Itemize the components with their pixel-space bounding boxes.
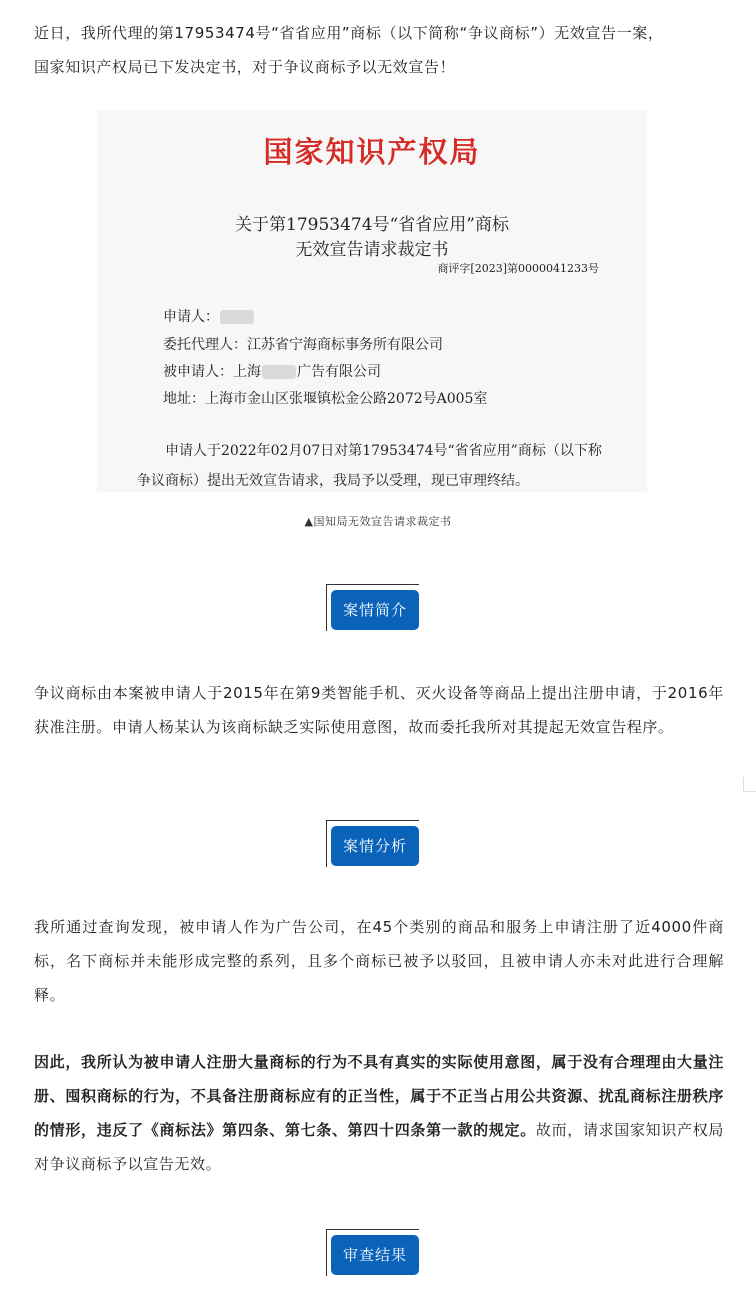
image-caption: ▲国知局无效宣告请求裁定书 [304, 515, 452, 528]
document-address: 地址：上海市金山区张堰镇松金公路2072号A005室 [163, 391, 488, 407]
paragraph-analysis-2 [34, 1045, 724, 1181]
respondent-prefix: 被申请人：上海 [163, 364, 261, 380]
section-label: 案情简介 [331, 590, 419, 630]
document-respondent [163, 361, 381, 381]
paragraph-conclusion-normal: 故而，请求国家知识产权局对争议商标予以宣告无效。 [34, 1121, 725, 1173]
document-org: 国家知识产权局 [263, 135, 481, 169]
paragraph-analysis-1: 我所通过查询发现，被申请人作为广告公司，在45个类别的商品和服务上申请注册了近4000件商标，名下商标并未能形成完整的系列，且多个商标已被予以驳回，且被申请人亦未对此进行合理解释。 [34, 918, 724, 1004]
ruling-document-image [97, 110, 647, 492]
paragraph-conclusion-bold: 因此，我所认为被申请人注册大量商标的行为不具有真实的实际使用意图，属于没有合理理由大量注册、囤积商标的行为，不具备注册商标应有的正当性，属于不正当占用公共资源、扰乱商标注册秩序的情形，违反了《商标法》第四条、第七条、第四十四条第一款的规定。 [34, 1053, 724, 1139]
document-ref-no: 商评字[2023]第0000041233号 [437, 262, 599, 275]
intro-line-1: 近日，我所代理的第17953474号“省省应用”商标（以下简称“争议商标”）无效宣告一案， [34, 24, 664, 42]
document-body: 申请人于2022年02月07日对第17953474号“省省应用”商标（以下称争议商标）提出无效宣告请求，我局予以受理，现已审理终结。 [137, 443, 602, 489]
redacted-name [220, 310, 254, 324]
section-label: 案情分析 [331, 826, 419, 866]
redacted-company [262, 365, 296, 379]
applicant-label: 申请人： [163, 309, 219, 325]
respondent-suffix: 广告有限公司 [297, 364, 381, 380]
document-title-2: 无效宣告请求裁定书 [295, 240, 449, 260]
edge-marker [743, 777, 756, 792]
paragraph-case-intro: 争议商标由本案被申请人于2015年在第9类智能手机、灭火设备等商品上提出注册申请，于2016年获准注册。申请人杨某认为该商标缺乏实际使用意图，故而委托我所对其提起无效宣告程序。 [34, 684, 724, 736]
section-label: 审查结果 [331, 1235, 419, 1275]
intro-line-2: 国家知识产权局已下发决定书，对于争议商标予以无效宣告！ [34, 58, 456, 76]
document-agent: 委托代理人：江苏省宁海商标事务所有限公司 [163, 337, 443, 353]
document-applicant [163, 306, 255, 326]
document-title-1: 关于第17953474号“省省应用”商标 [235, 215, 509, 235]
